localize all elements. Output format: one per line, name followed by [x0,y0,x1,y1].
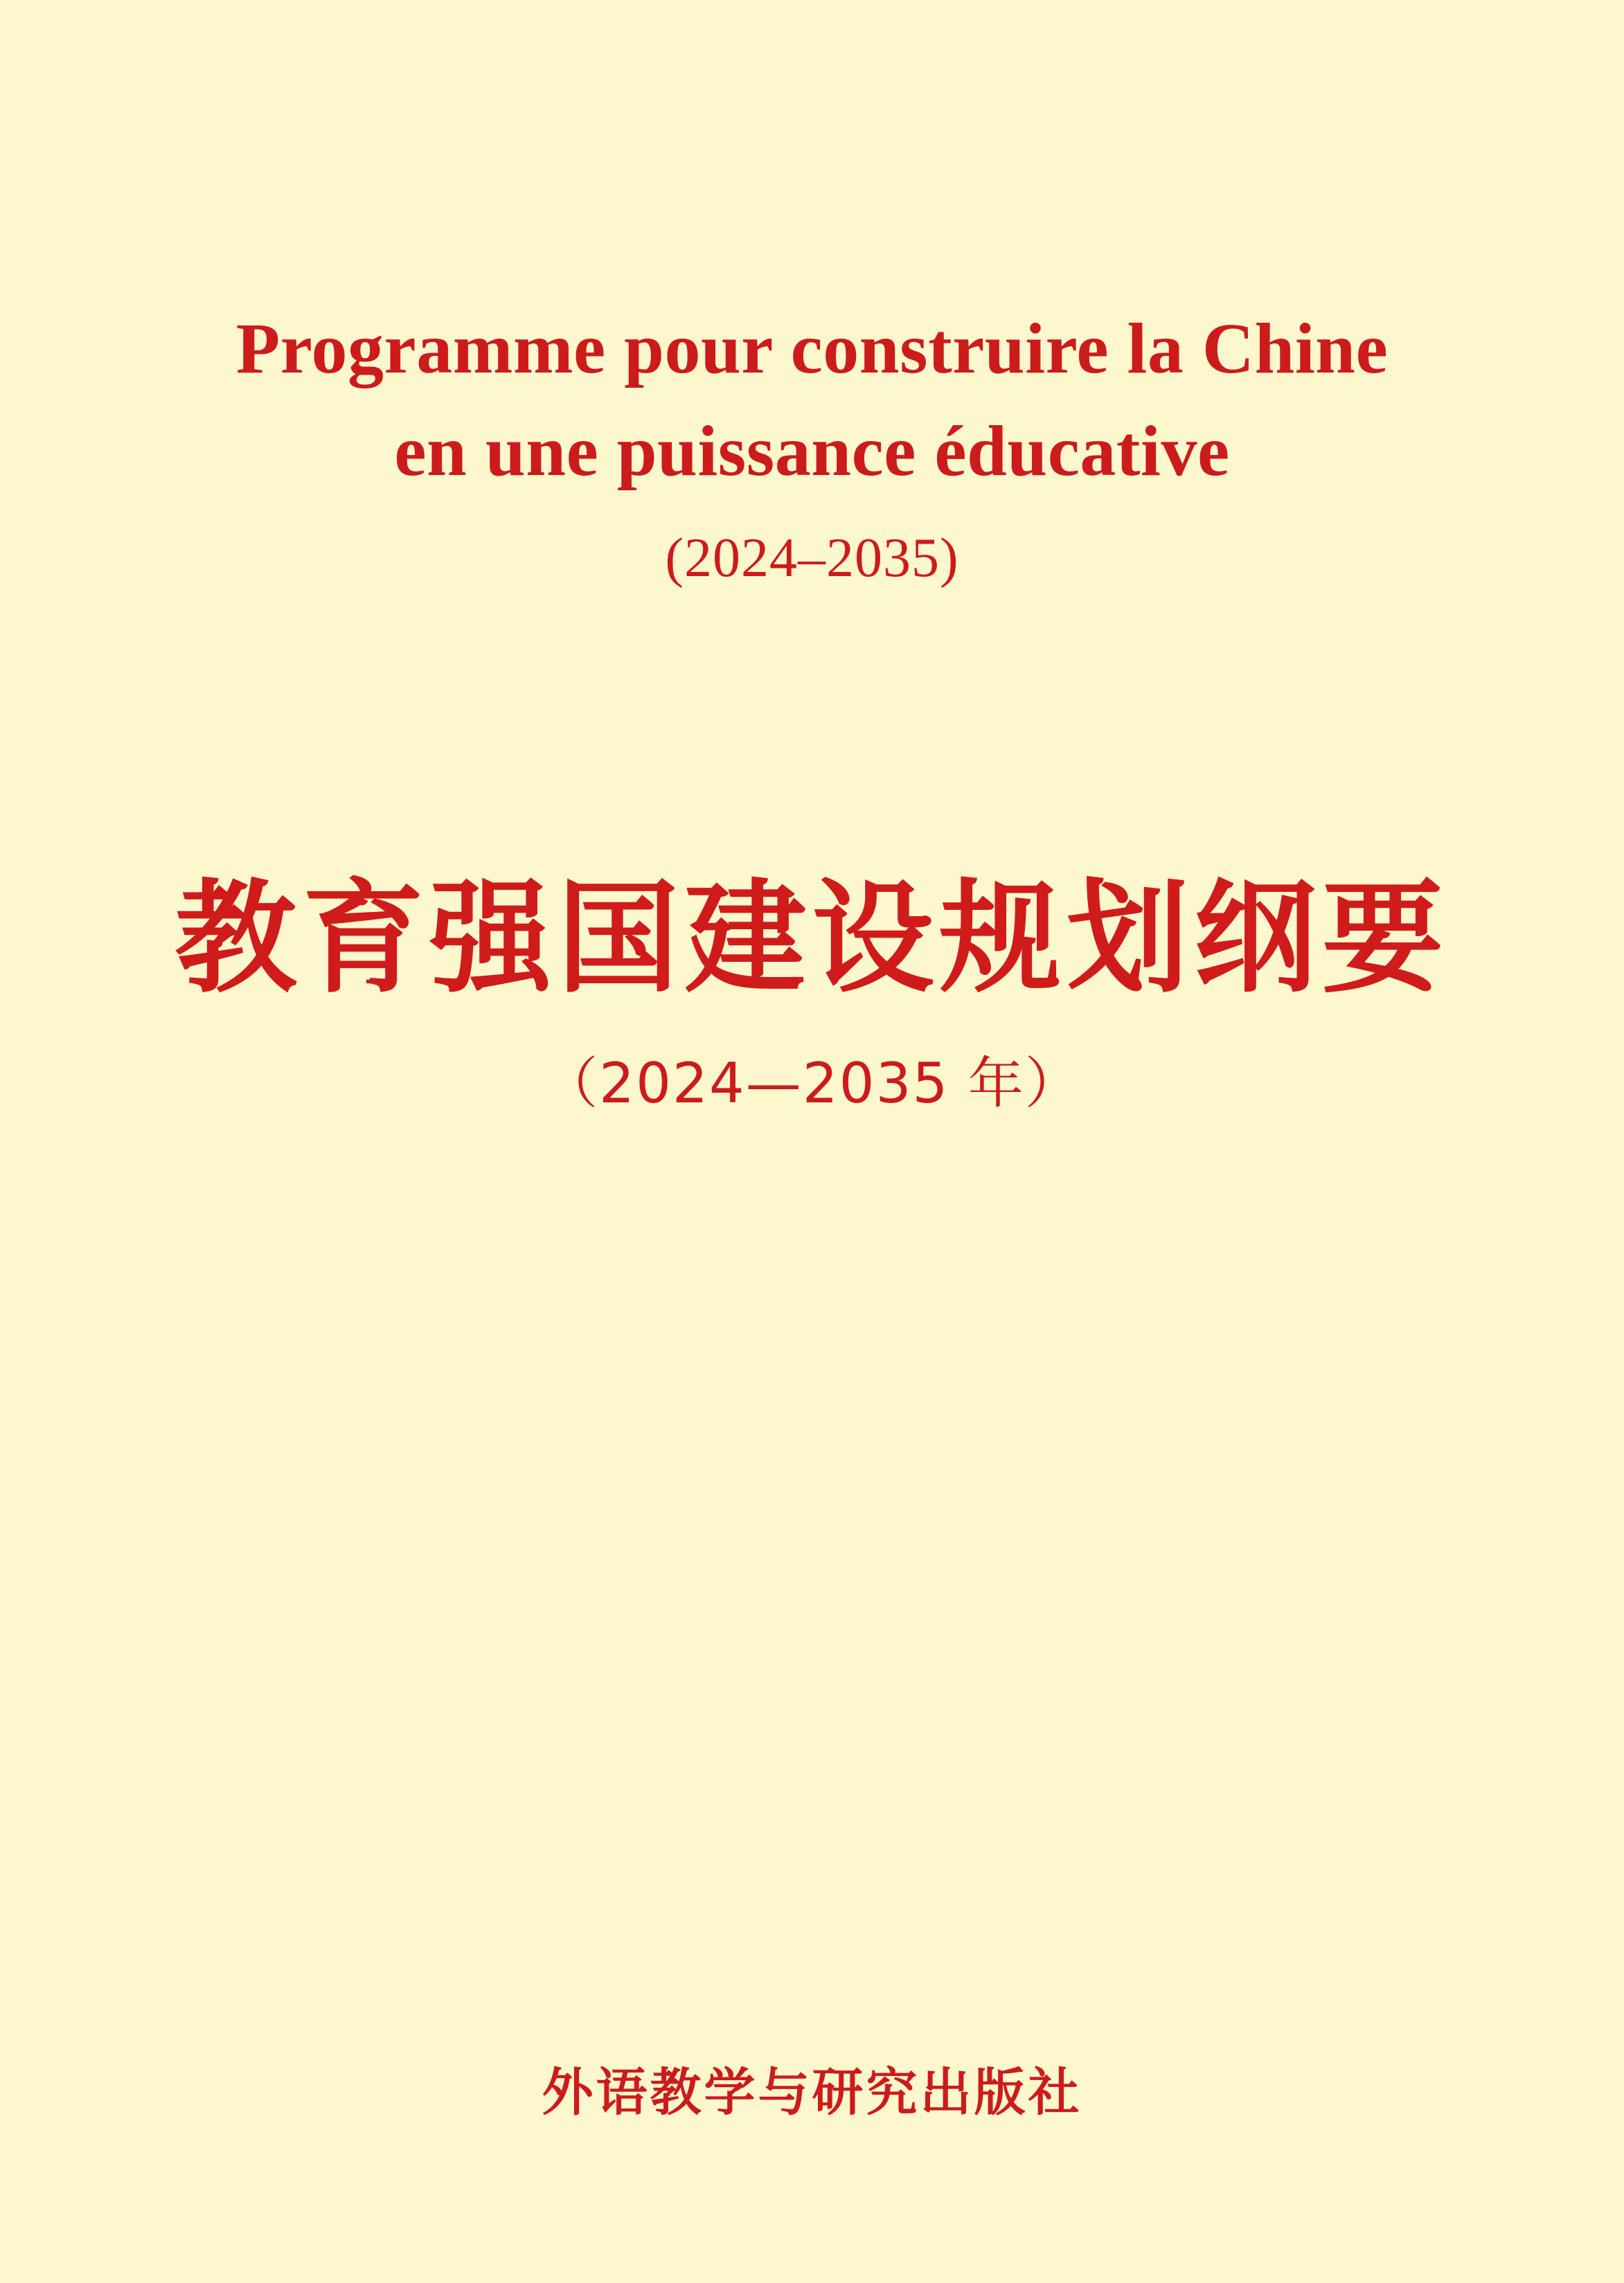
french-title-line-1: Programme pour construire la Chine [235,309,1389,388]
french-title-block [0,298,1624,590]
chinese-title-block [0,867,1624,1118]
french-title-line-2: en une puissance éducative [394,411,1230,491]
chinese-title: 教育强国建设规划纲要 [175,868,1449,1010]
french-year-range: (2024–2035) [665,528,959,589]
chinese-year-range: （2024—2035 年） [542,1051,1082,1116]
french-title [0,298,1624,502]
publisher-name: 外语教学与研究出版社 [542,2063,1082,2122]
